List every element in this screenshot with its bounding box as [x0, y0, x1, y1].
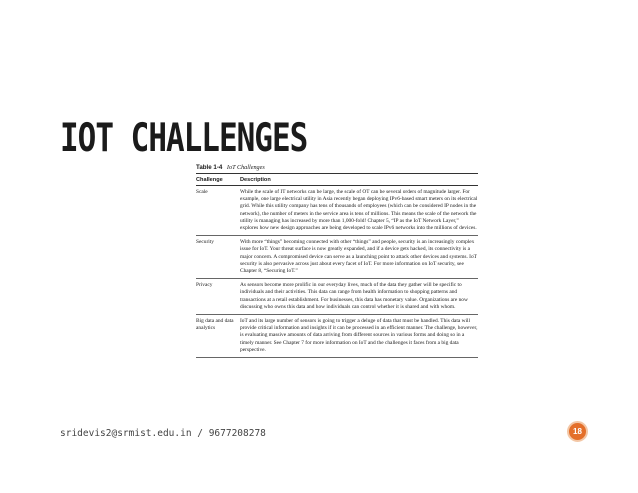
- page-number-badge: [567, 421, 588, 442]
- table-row: [196, 315, 478, 358]
- challenges-table: [196, 173, 478, 358]
- slide-title: IOT CHALLENGES: [60, 116, 308, 161]
- table-header-row: [196, 174, 478, 186]
- table-caption: [196, 163, 478, 172]
- table-row: [196, 279, 478, 315]
- row-challenge: Big data and data analytics: [196, 315, 240, 358]
- table-caption-title: IoT Challenges: [226, 164, 265, 171]
- table-caption-number: Table 1-4: [196, 164, 223, 171]
- table-row: [196, 186, 478, 236]
- challenges-table-block: [196, 163, 478, 358]
- row-description: IoT and its large number of sensors is going to trigger a deluge of data that must be handled. This data will provide critical information and insights if it can be processed in an efficient manner. The challenge, however, is evaluating massive amounts of data arriving from different sources in various forms and doing so in a timely manner. See Chapter 7 for more information on IoT and the challenges it faces from a big data perspective.: [240, 315, 478, 358]
- row-description: With more “things” becoming connected with other “things” and people, security is an increasingly complex issue for IoT. Your threat surface is now greatly expanded, and if a device gets hacked, its connectivity is a major concern. A compromised device can serve as a launching point to attack other devices and systems. IoT security is also pervasive across just about every facet of IoT. For more information on IoT security, see Chapter 8, “Securing IoT.”: [240, 236, 478, 279]
- row-description: While the scale of IT networks can be large, the scale of OT can be several orders of magnitude larger. For example, one large electrical utility in Asia recently began deploying IPv6-based smart meters on its electrical grid. While this utility company has tens of thousands of employees (which can be considered IP nodes in the network), the number of meters in the service area is tens of millions. This means the scale of the network the utility is managing has increased by more than 1,000-fold! Chapter 5, “IP as the IoT Network Layer,” explores how new design approaches are being developed to scale IPv6 networks into the millions of devices.: [240, 186, 478, 236]
- page-number: 18: [573, 427, 582, 436]
- row-challenge: Scale: [196, 186, 240, 236]
- table-row: [196, 236, 478, 279]
- footer-contact: sridevis2@srmist.edu.in / 9677208278: [60, 428, 266, 439]
- row-challenge: Security: [196, 236, 240, 279]
- header-description: Description: [240, 174, 478, 186]
- row-challenge: Privacy: [196, 279, 240, 315]
- row-description: As sensors become more prolific in our everyday lives, much of the data they gather will be specific to individuals and their activities. This data can range from health information to shopping patterns and transactions at a retail establishment. For businesses, this data has monetary value. Organizations are now discussing who owns this data and how individuals can control whether it is shared and with whom.: [240, 279, 478, 315]
- header-challenge: Challenge: [196, 174, 240, 186]
